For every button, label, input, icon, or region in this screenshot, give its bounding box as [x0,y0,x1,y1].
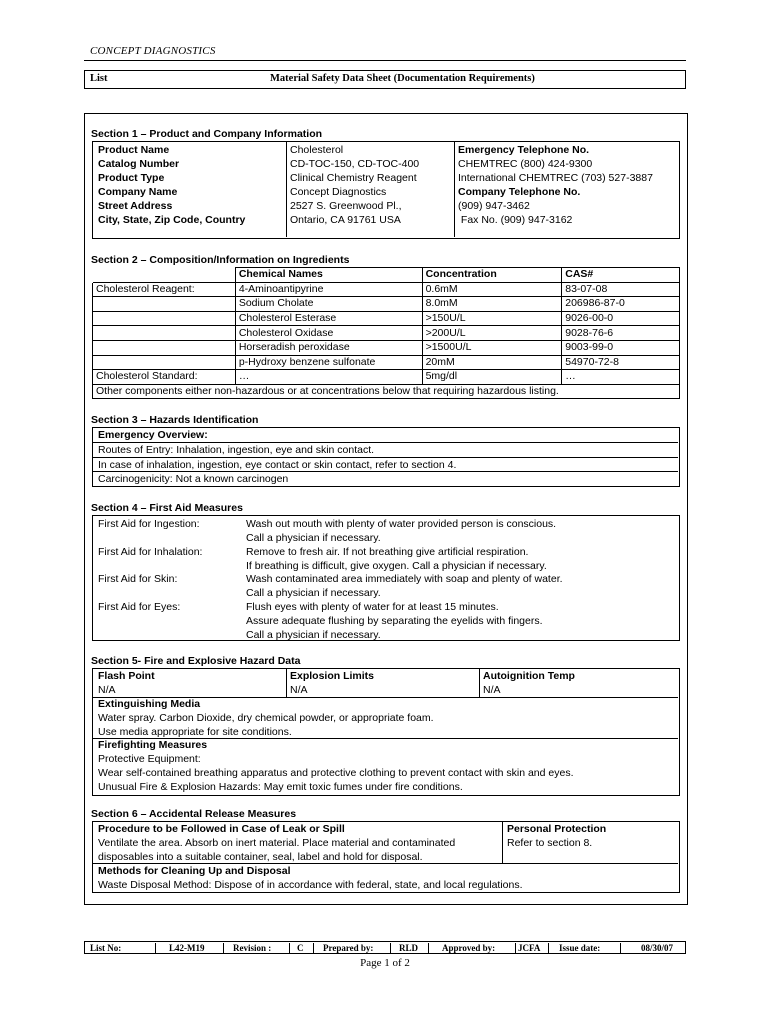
issue-date-label: Issue date: [559,943,601,953]
section-1-values [290,143,419,227]
emergency-phone-2: International CHEMTREC (703) 527-3887 [458,172,653,184]
section-1-box [92,141,680,239]
cleanup-disposal: Methods for Cleaning Up and Disposal Waste Disposal Method: Dispose of in accordance with federal, state, and local regulations. [98,865,523,891]
emergency-phone-1: CHEMTREC (800) 424-9300 [458,158,593,170]
personal-protection: Personal Protection Refer to section 8. [507,823,607,849]
approved-label: Approved by: [442,943,496,953]
table-row: Cholesterol Reagent: 4-Aminoantipyrine 0.6mM 83-07-08 [93,282,680,297]
table-row: Cholesterol Oxidase >200U/L 9028-76-6 [93,326,680,341]
hazard-line-1: Routes of Entry: Inhalation, ingestion, eye and skin contact. [98,444,375,456]
list-no: L42-M19 [169,943,205,953]
document-title: Material Safety Data Sheet (Documentation Requirements) [270,73,535,84]
approved-by: JCFA [518,943,541,953]
label-catalog-number: Catalog Number [98,158,180,170]
value-company-name: Concept Diagnostics [290,186,387,198]
ingredients-note-row [93,384,680,399]
list-label: List [90,73,108,84]
label-company-name: Company Name [98,186,178,198]
table-row: Horseradish peroxidase >1500U/L 9003-99-0 [93,340,680,355]
emergency-phone-label: Emergency Telephone No. [458,144,590,156]
issue-date: 08/30/07 [641,943,674,953]
value-city: Ontario, CA 91761 USA [290,214,401,226]
label-product-name: Product Name [98,144,170,156]
section-2-title: Section 2 – Composition/Information on Ingredients [91,254,350,266]
section-5-title: Section 5- Fire and Explosive Hazard Data [91,655,301,667]
extinguishing-media: Extinguishing Media Water spray. Carbon Dioxide, dry chemical powder, or appropriate foam. Use media appropriate for site conditions. [98,698,434,738]
label-street-address: Street Address [98,200,173,212]
header-cas: CAS# [562,268,680,283]
label-product-type: Product Type [98,172,165,184]
flash-point: Flash Point N/A [98,670,155,696]
first-aid-ingestion-label: First Aid for Ingestion: [98,518,200,530]
page-number: Page 1 of 2 [360,957,410,969]
header-concentration: Concentration [422,268,562,283]
table-row: Cholesterol Esterase >150U/L 9026-00-0 [93,311,680,326]
release-measures-box [92,821,680,893]
value-catalog-number: CD-TOC-150, CD-TOC-400 [290,158,420,170]
autoignition-temp: Autoignition Temp N/A [483,670,575,696]
table-row: Sodium Cholate 8.0mM 206986-87-0 [93,297,680,312]
company-phone-label: Company Telephone No. [458,186,581,198]
ingredients-header-row [93,268,680,283]
first-aid-box [92,515,680,641]
section-1-title: Section 1 – Product and Company Information [91,128,323,140]
spill-procedure: Procedure to be Followed in Case of Leak or Spill Ventilate the area. Absorb on inert material. Place material and contaminated disposables into a suitable container, seal, label and hold for disposal. [98,823,456,863]
section-1-labels [98,143,245,227]
revision: C [297,943,304,953]
company-fax: Fax No. (909) 947-3162 [458,214,573,226]
firefighting-measures: Firefighting Measures Protective Equipment: Wear self-contained breathing apparatus and protective clothing to prevent contact with skin and eyes. Unusual Fire & Explosion Hazards: May emit toxic fumes under fire conditions. [98,739,574,793]
company-header: CONCEPT DIAGNOSTICS [90,45,216,57]
first-aid-skin-label: First Aid for Skin: [98,573,178,585]
first-aid-ingestion: Wash out mouth with plenty of water provided person is conscious. Call a physician if necessary. [246,518,557,544]
section-3-title: Section 3 – Hazards Identification [91,414,259,426]
emergency-overview: Emergency Overview: [98,429,208,441]
header-chemical-names: Chemical Names [235,268,422,283]
section-4-title: Section 4 – First Aid Measures [91,502,243,514]
hazard-line-3: Carcinogenicity: Not a known carcinogen [98,473,289,485]
fire-hazard-box [92,668,680,796]
company-phone: (909) 947-3462 [458,200,530,212]
label-city: City, State, Zip Code, Country [98,214,246,226]
first-aid-inhalation: Remove to fresh air. If not breathing give artificial respiration. If breathing is difficult, give oxygen. Call a physician if necessary. [246,546,547,572]
header-rule [84,60,686,61]
value-product-name: Cholesterol [290,144,344,156]
explosion-limits: Explosion Limits N/A [290,670,375,696]
prepared-label: Prepared by: [323,943,374,953]
first-aid-eyes: Flush eyes with plenty of water for at least 15 minutes. Assure adequate flushing by separating the eyelids with fingers. Call a physician if necessary. [246,601,543,641]
value-product-type: Clinical Chemistry Reagent [290,172,417,184]
section-6-title: Section 6 – Accidental Release Measures [91,808,297,820]
ingredients-table [92,267,680,399]
first-aid-eyes-label: First Aid for Eyes: [98,601,181,613]
list-no-label: List No: [90,943,122,953]
document-body [84,113,688,905]
hazards-box [92,427,680,487]
footer-info-bar [84,941,686,954]
title-bar [84,70,686,89]
table-row: Cholesterol Standard: … 5mg/dl … [93,370,680,385]
revision-label: Revision : [233,943,272,953]
ingredients-note: Other components either non-hazardous or at concentrations below that requiring hazardous listing. [93,384,680,399]
value-street-address: 2527 S. Greenwood Pl., [290,200,402,212]
table-row: p-Hydroxy benzene sulfonate 20mM 54970-72-8 [93,355,680,370]
prepared-by: RLD [399,943,419,953]
hazard-line-2: In case of inhalation, ingestion, eye contact or skin contact, refer to section 4. [98,459,457,471]
first-aid-inhalation-label: First Aid for Inhalation: [98,546,203,558]
first-aid-skin: Wash contaminated area immediately with soap and plenty of water. Call a physician if necessary. [246,573,563,599]
section-1-contacts [458,143,653,227]
